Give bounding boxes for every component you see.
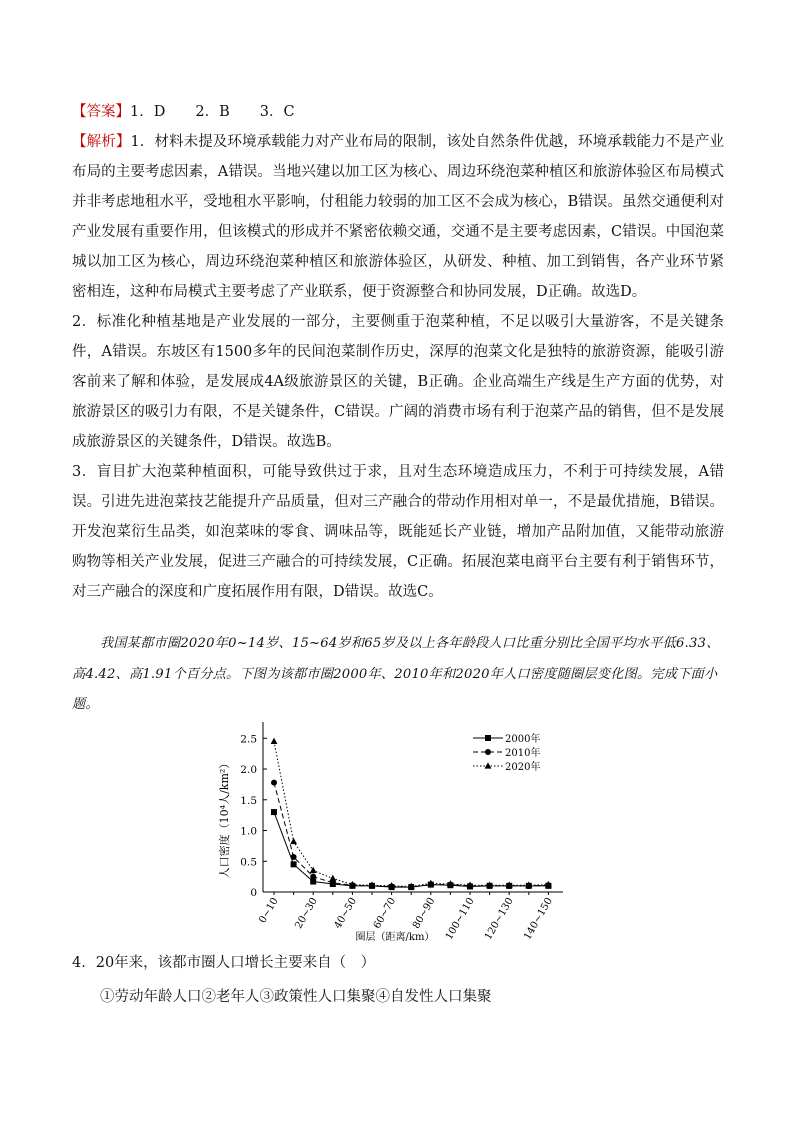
- answer-item-1: 1．D: [130, 104, 166, 120]
- population-density-chart: [215, 722, 575, 944]
- x-axis-label: 圈层（距离/km）: [355, 932, 435, 943]
- answer-item-2: 2．B: [195, 104, 230, 120]
- y-tick-label: 1.5: [240, 794, 257, 807]
- question-4-options: ①劳动年龄人口②老年人③政策性人口集聚④自发性人口集聚: [100, 989, 492, 1005]
- data-point: [271, 738, 278, 744]
- legend-label: 2000年: [505, 734, 541, 745]
- data-point: [485, 749, 491, 755]
- legend-label: 2010年: [505, 748, 541, 759]
- analysis-paragraph-1: [72, 127, 724, 307]
- question-4: 4．20年来，该都市圈人口增长主要来自（ ）: [72, 955, 376, 971]
- y-tick-label: 1.0: [240, 825, 257, 838]
- data-point: [290, 838, 297, 844]
- data-point: [291, 861, 297, 867]
- data-point: [291, 854, 297, 860]
- answer-line: [72, 97, 724, 127]
- x-tick-label: 40~50: [332, 896, 359, 931]
- analysis-paragraph-3: 3．盲目扩大泡菜种植面积，可能导致供过于求，且对生态环境造成压力，不利于可持续发展，A错误。引进先进泡菜技艺能提升产品质量，但对三产融合的带动作用相对单一，不是最优措施，B错误。开发泡菜衍生品类，如泡菜味的零食、调味品等，既能延长产业链，增加产品附加值，又能带动旅游购物等相关产业发展，促进三产融合的可持续发展，C正确。拓展泡菜电商平台主要有利于销售环节，对三产融合的深度和广度拓展作用有限，D错误。故选C。: [72, 464, 724, 600]
- y-tick-label: 2.5: [240, 733, 257, 746]
- x-tick-label: 0~10: [257, 896, 281, 926]
- y-tick-label: 0: [250, 887, 257, 899]
- data-point: [271, 809, 277, 815]
- data-point: [310, 874, 316, 880]
- data-point: [485, 735, 491, 741]
- x-tick-label: 20~30: [293, 896, 320, 931]
- data-point: [485, 762, 492, 768]
- analysis-paragraph-2: 2．标准化种植基地是产业发展的一部分，主要侧重于泡菜种植，不足以吸引大量游客，不是关键条件，A错误。东坡区有1500多年的民间泡菜制作历史，深厚的泡菜文化是独特的旅游资源，能吸引游客前来了解和体验，是发展成4A级旅游景区的关键，B正确。企业高端生产线是生产方面的优势，对旅游景区的吸引力有限，不是关键条件，C错误。广阔的消费市场有利于泡菜产品的销售，但不是发展成旅游景区的关键条件，D错误。故选B。: [72, 314, 724, 450]
- answer-tag: 【答案】: [72, 104, 130, 120]
- data-point: [329, 875, 336, 881]
- analysis-text-1: 1．材料未提及环境承载能力对产业布局的限制，该处自然条件优越，环境承载能力不是产业布局的主要考虑因素，A错误。当地兴建以加工区为核心、周边环绕泡菜种植区和旅游体验区布局模式并非考虑地租水平，受地租水平影响，付租能力较弱的加工区不会成为核心，B错误。虽然交通便利对产业发展有重要作用，但该模式的形成并不紧密依赖交通，交通不是主要考虑因素，C错误。中国泡菜城以加工区为核心，周边环绕泡菜种植区和旅游体验区，从研发、种植、加工到销售，各产业环节紧密相连，这种布局模式主要考虑了产业联系，便于资源整合和协同发展，D正确。故选D。: [72, 134, 724, 300]
- x-tick-label: 140~150: [522, 896, 555, 942]
- answer-item-3: 3．C: [259, 104, 295, 120]
- x-tick-label: 120~130: [482, 896, 516, 942]
- analysis-tag: 【解析】: [72, 134, 131, 150]
- question-intro: [72, 629, 724, 721]
- intro-text: 我国某都市圈2020年0~14岁、15~64岁和65岁及以上各年龄段人口比重分别比全国平均水平低6.33、高4.42、高1.91个百分点。下图为该都市圈2000年、2010年和2020年人口密度随圈层变化图。完成下面小题。: [72, 636, 720, 712]
- legend-label: 2020年: [505, 762, 541, 773]
- y-tick-label: 2.0: [240, 764, 257, 777]
- y-tick-label: 0.5: [240, 856, 257, 869]
- analysis-section: [72, 127, 724, 607]
- data-point: [271, 780, 277, 786]
- x-tick-label: 100~110: [443, 896, 477, 942]
- y-axis-label: 人口密度（10⁴人/km²）: [218, 757, 231, 879]
- x-tick-label: 80~90: [410, 896, 438, 931]
- x-tick-label: 60~70: [371, 896, 399, 931]
